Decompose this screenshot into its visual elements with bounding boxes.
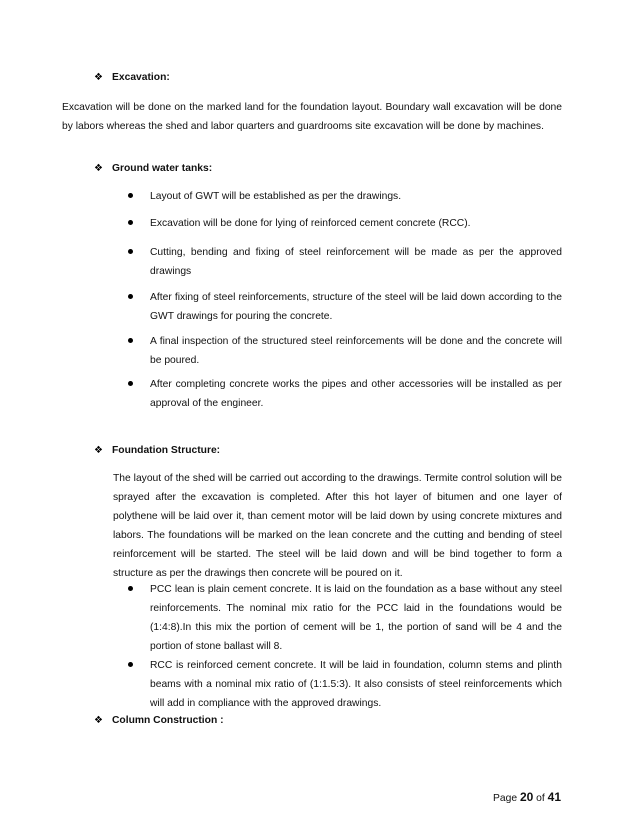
page-total: 41 [547, 790, 561, 804]
column-heading: ❖ Column Construction : [94, 714, 224, 726]
diamond-bullet-icon: ❖ [94, 714, 103, 726]
bullet-dot-icon [128, 662, 133, 667]
list-item: PCC lean is plain cement concrete. It is laid on the foundation as a base without any steel reinforcements. The nominal mix ratio for the PCC laid in the foundations would be (1:4:8).In this mix the portion of cement will be 1, the portion of sand will be 4 and the portion of stone ballast will 8. [130, 580, 562, 656]
diamond-bullet-icon: ❖ [94, 162, 103, 174]
list-item: After fixing of steel reinforcements, structure of the steel will be laid down according to the GWT drawings for pouring the concrete. [130, 288, 562, 326]
bullet-dot-icon [128, 586, 133, 591]
page-number: 20 [519, 790, 534, 804]
bullet-dot-icon [128, 338, 133, 343]
excavation-paragraph: Excavation will be done on the marked land for the foundation layout. Boundary wall excavation will be done by labors whereas the shed and labor quarters and guardrooms site excavation will be done by machines. [62, 102, 562, 132]
excavation-heading: ❖ Excavation: [94, 71, 170, 83]
list-item: Layout of GWT will be established as per the drawings. [130, 187, 562, 206]
list-item: Excavation will be done for lying of reinforced cement concrete (RCC). [130, 214, 562, 233]
list-item: After completing concrete works the pipes and other accessories will be installed as per approval of the engineer. [130, 375, 562, 413]
diamond-bullet-icon: ❖ [94, 71, 103, 83]
foundation-paragraph: The layout of the shed will be carried out according to the drawings. Termite control solution will be sprayed after the excavation is completed. After this hot layer of bitumen and one layer of polythene will be laid over it, than cement motor will be laid down by using concrete mixtures and labors. The foundations will be marked on the lean concrete and the cutting and bending of steel reinforcement will be started. The steel will be laid down and will be bind together to form a structure as per the drawings then concrete will be poured on it. [113, 473, 562, 579]
bullet-dot-icon [128, 220, 133, 225]
bullet-dot-icon [128, 249, 133, 254]
bullet-dot-icon [128, 294, 133, 299]
gwt-heading: ❖ Ground water tanks: [94, 162, 213, 174]
page-footer: Page 20 of 41 [493, 790, 561, 804]
list-item: RCC is reinforced cement concrete. It will be laid in foundation, column stems and plinth beams with a nominal mix ratio of (1:1.5:3). It also consists of steel reinforcements which will add in compliance with the approved drawings. [130, 656, 562, 713]
foundation-heading: ❖ Foundation Structure: [94, 444, 221, 456]
list-item: Cutting, bending and fixing of steel reinforcement will be made as per the approved drawings [130, 243, 562, 281]
bullet-dot-icon [128, 193, 133, 198]
diamond-bullet-icon: ❖ [94, 444, 103, 456]
list-item: A final inspection of the structured steel reinforcements will be done and the concrete will be poured. [130, 332, 562, 370]
bullet-dot-icon [128, 381, 133, 386]
